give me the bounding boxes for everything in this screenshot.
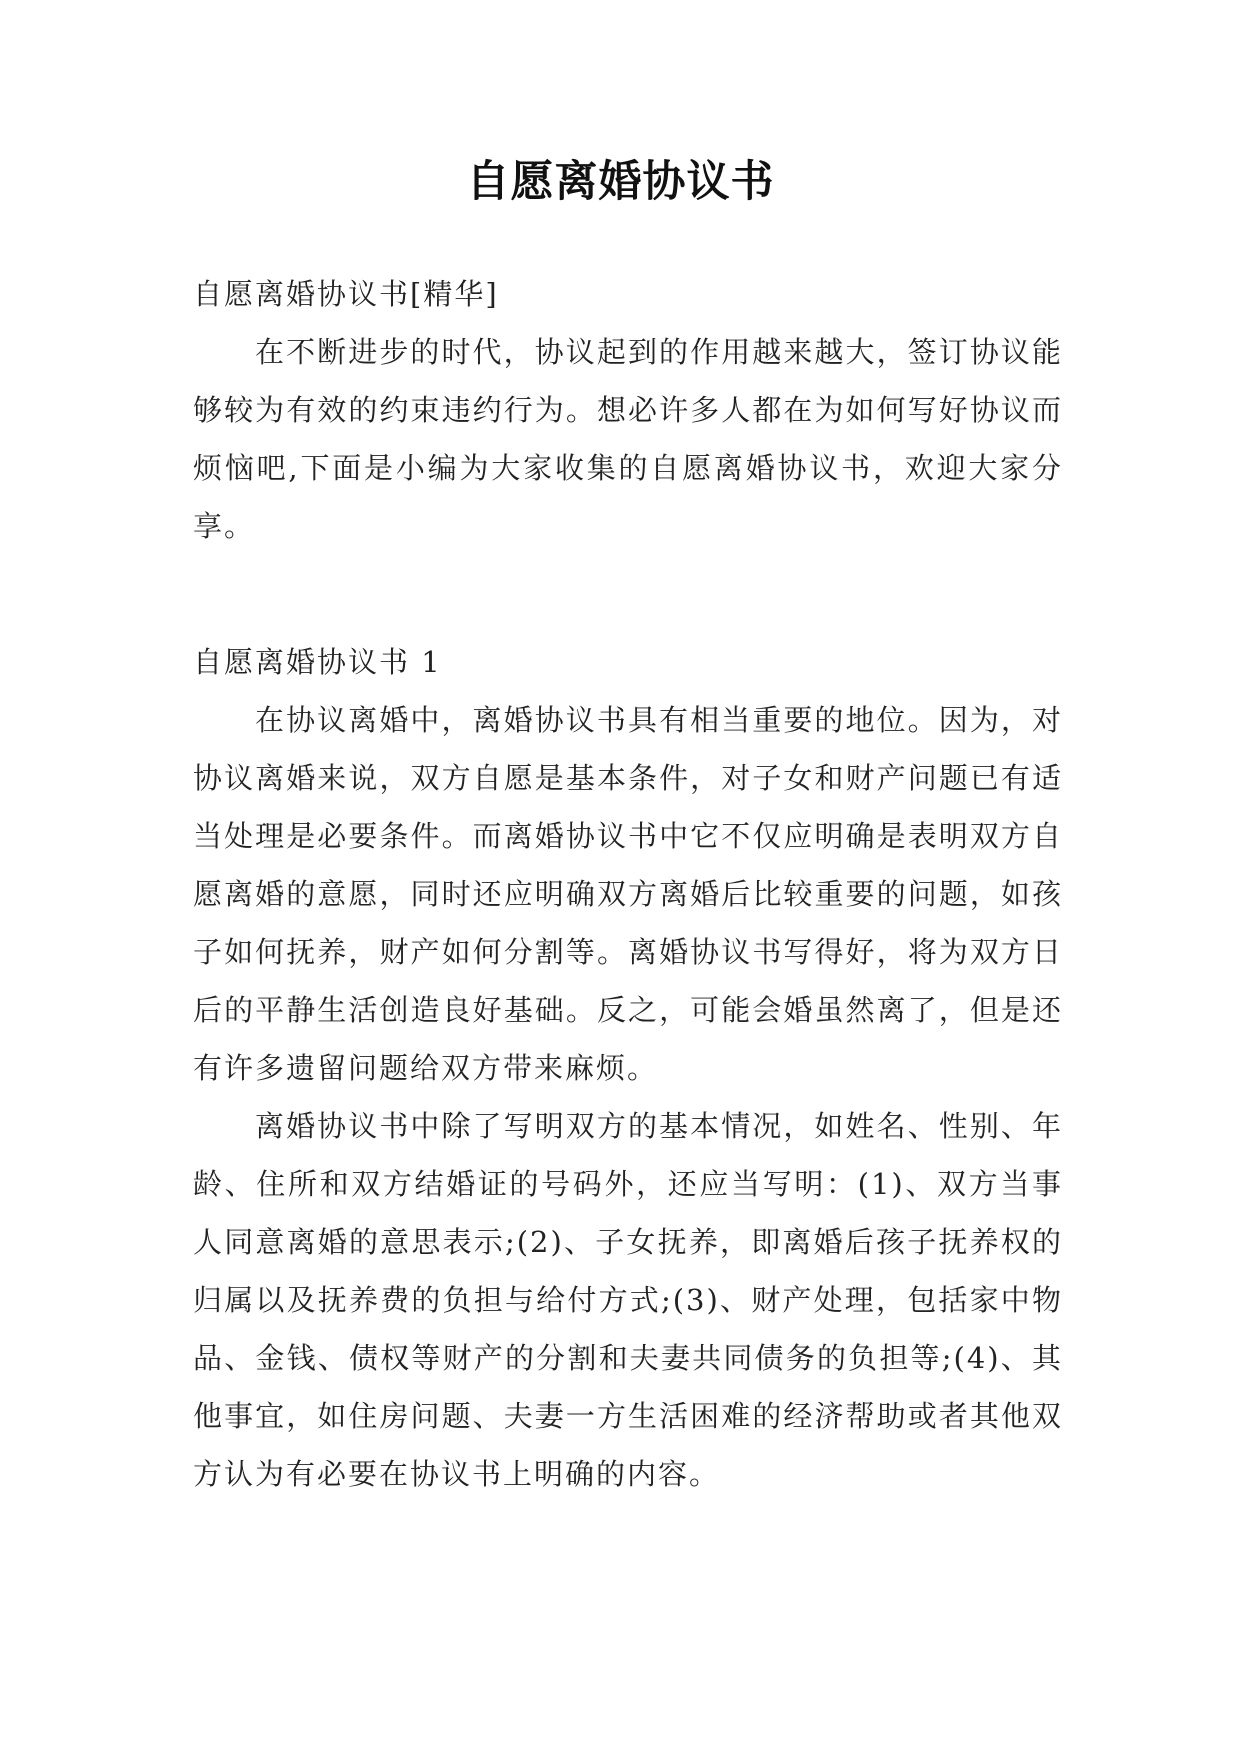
intro-heading: 自愿离婚协议书[精华] bbox=[193, 277, 499, 311]
section-1-paragraph-2: 离婚协议书中除了写明双方的基本情况，如姓名、性别、年龄、住所和双方结婚证的号码外，还应当写明：(1)、双方当事人同意离婚的意思表示;(2)、子女抚养，即离婚后孩子抚养权的归属以及抚养费的负担与给付方式;(3)、财产处理，包括家中物品、金钱、债权等财产的分割和夫妻共同债务的负担等;(4)、其他事宜，如住房问题、夫妻一方生活困难的经济帮助或者其他双方认为有必要在协议书上明确的内容。 bbox=[193, 1109, 1063, 1491]
intro-section bbox=[193, 265, 1063, 555]
section-1 bbox=[193, 633, 1063, 1503]
document-title: 自愿离婚协议书 bbox=[466, 157, 775, 207]
section-1-paragraph-1: 在协议离婚中，离婚协议书具有相当重要的地位。因为，对协议离婚来说，双方自愿是基本条件，对子女和财产问题已有适当处理是必要条件。而离婚协议书中它不仅应明确是表明双方自愿离婚的意愿，同时还应明确双方离婚后比较重要的问题，如孩子如何抚养，财产如何分割等。离婚协议书写得好，将为双方日后的平静生活创造良好基础。反之，可能会婚虽然离了，但是还有许多遗留问题给双方带来麻烦。 bbox=[193, 703, 1063, 1085]
intro-paragraph: 在不断进步的时代，协议起到的作用越来越大，签订协议能够较为有效的约束违约行为。想必许多人都在为如何写好协议而烦恼吧,下面是小编为大家收集的自愿离婚协议书，欢迎大家分享。 bbox=[193, 335, 1063, 543]
section-1-heading: 自愿离婚协议书 1 bbox=[193, 645, 442, 679]
